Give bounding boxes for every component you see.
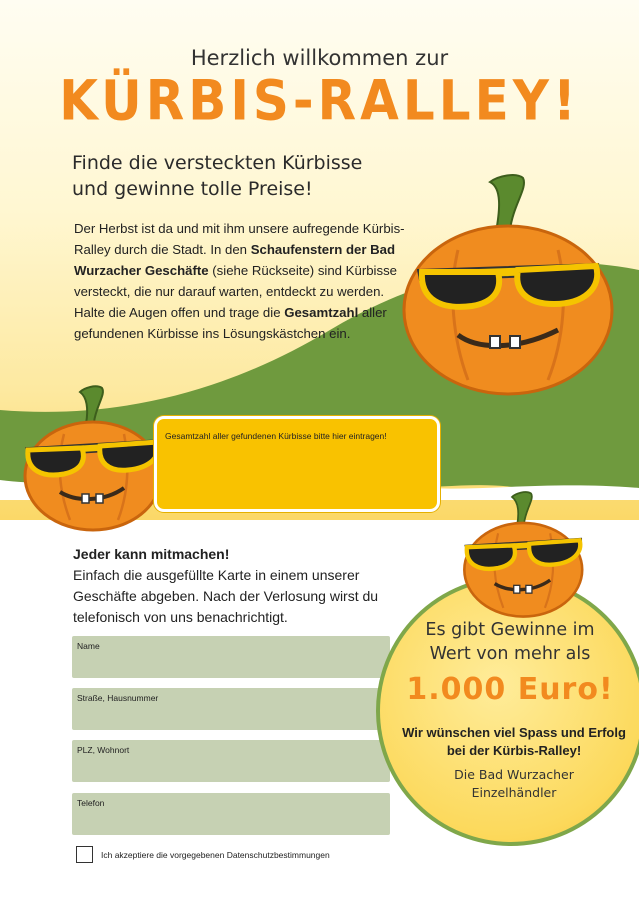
subtitle-line-2: und gewinne tolle Preise! xyxy=(72,178,313,200)
intro-bold-2: Gesamtzahl xyxy=(284,305,359,320)
intro-part-1: Der Herbst ist da und mit ihm unsere aufregende Kürbis-Ralley durch die Stadt. In den xyxy=(74,221,405,257)
zip-city-field[interactable] xyxy=(72,740,390,782)
subtitle xyxy=(72,150,432,202)
phone-field-label: Telefon xyxy=(77,798,105,808)
phone-field[interactable] xyxy=(72,793,390,835)
privacy-consent xyxy=(76,846,330,863)
welcome-text: Herzlich willkommen zur xyxy=(190,46,449,70)
cta-heading: Jeder kann mitmachen! xyxy=(73,546,230,562)
street-field[interactable] xyxy=(72,688,390,730)
zip-city-field-label: PLZ, Wohnort xyxy=(77,745,130,755)
pumpkin-with-sunglasses-icon xyxy=(398,170,618,400)
intro-part-3: aller gefundenen Kürbisse ins Lösungskästchen ein. xyxy=(74,305,387,341)
prize-amount: 1.000 Euro! xyxy=(406,672,614,707)
prize-signature-line-1: Die Bad Wurzacher xyxy=(454,767,574,782)
pumpkin-with-sunglasses-icon xyxy=(20,384,170,534)
name-field[interactable] xyxy=(72,636,390,678)
subtitle-line-1: Finde die versteckten Kürbisse xyxy=(72,152,363,174)
intro-bold-1: Schaufenstern der Bad Wurzacher Geschäfte xyxy=(74,242,396,278)
name-field-label: Name xyxy=(77,641,100,651)
total-count-label: Gesamtzahl aller gefundenen Kürbisse bitte hier eintragen! xyxy=(165,431,387,441)
prize-signature xyxy=(394,766,634,802)
total-count-input[interactable] xyxy=(154,416,440,512)
page-title: KÜRBIS-RALLEY! xyxy=(59,69,580,133)
street-field-label: Straße, Hausnummer xyxy=(77,693,159,703)
prize-wish: Wir wünschen viel Spass und Erfolg bei der Kürbis-Ralley! xyxy=(402,725,626,758)
pumpkin-with-sunglasses-icon xyxy=(460,490,590,620)
intro-text xyxy=(74,218,414,344)
intro-part-2: (siehe Rückseite) sind Kürbisse versteckt, die nur darauf warten, entdeckt zu werden. Halte die Augen offen und trage die xyxy=(74,263,397,320)
prize-line-1: Es gibt Gewinne im xyxy=(425,620,595,640)
prize-line-2: Wert von mehr als xyxy=(429,644,591,664)
prize-signature-line-2: Einzelhändler xyxy=(471,785,557,800)
call-to-action xyxy=(73,544,383,628)
privacy-checkbox[interactable] xyxy=(76,846,93,863)
cta-text: Einfach die ausgefüllte Karte in einem unserer Geschäfte abgeben. Nach der Verlosung wirst du telefonisch von uns benachrichtigt. xyxy=(73,567,379,625)
privacy-consent-label: Ich akzeptiere die vorgegebenen Datenschutzbestimmungen xyxy=(101,849,330,860)
